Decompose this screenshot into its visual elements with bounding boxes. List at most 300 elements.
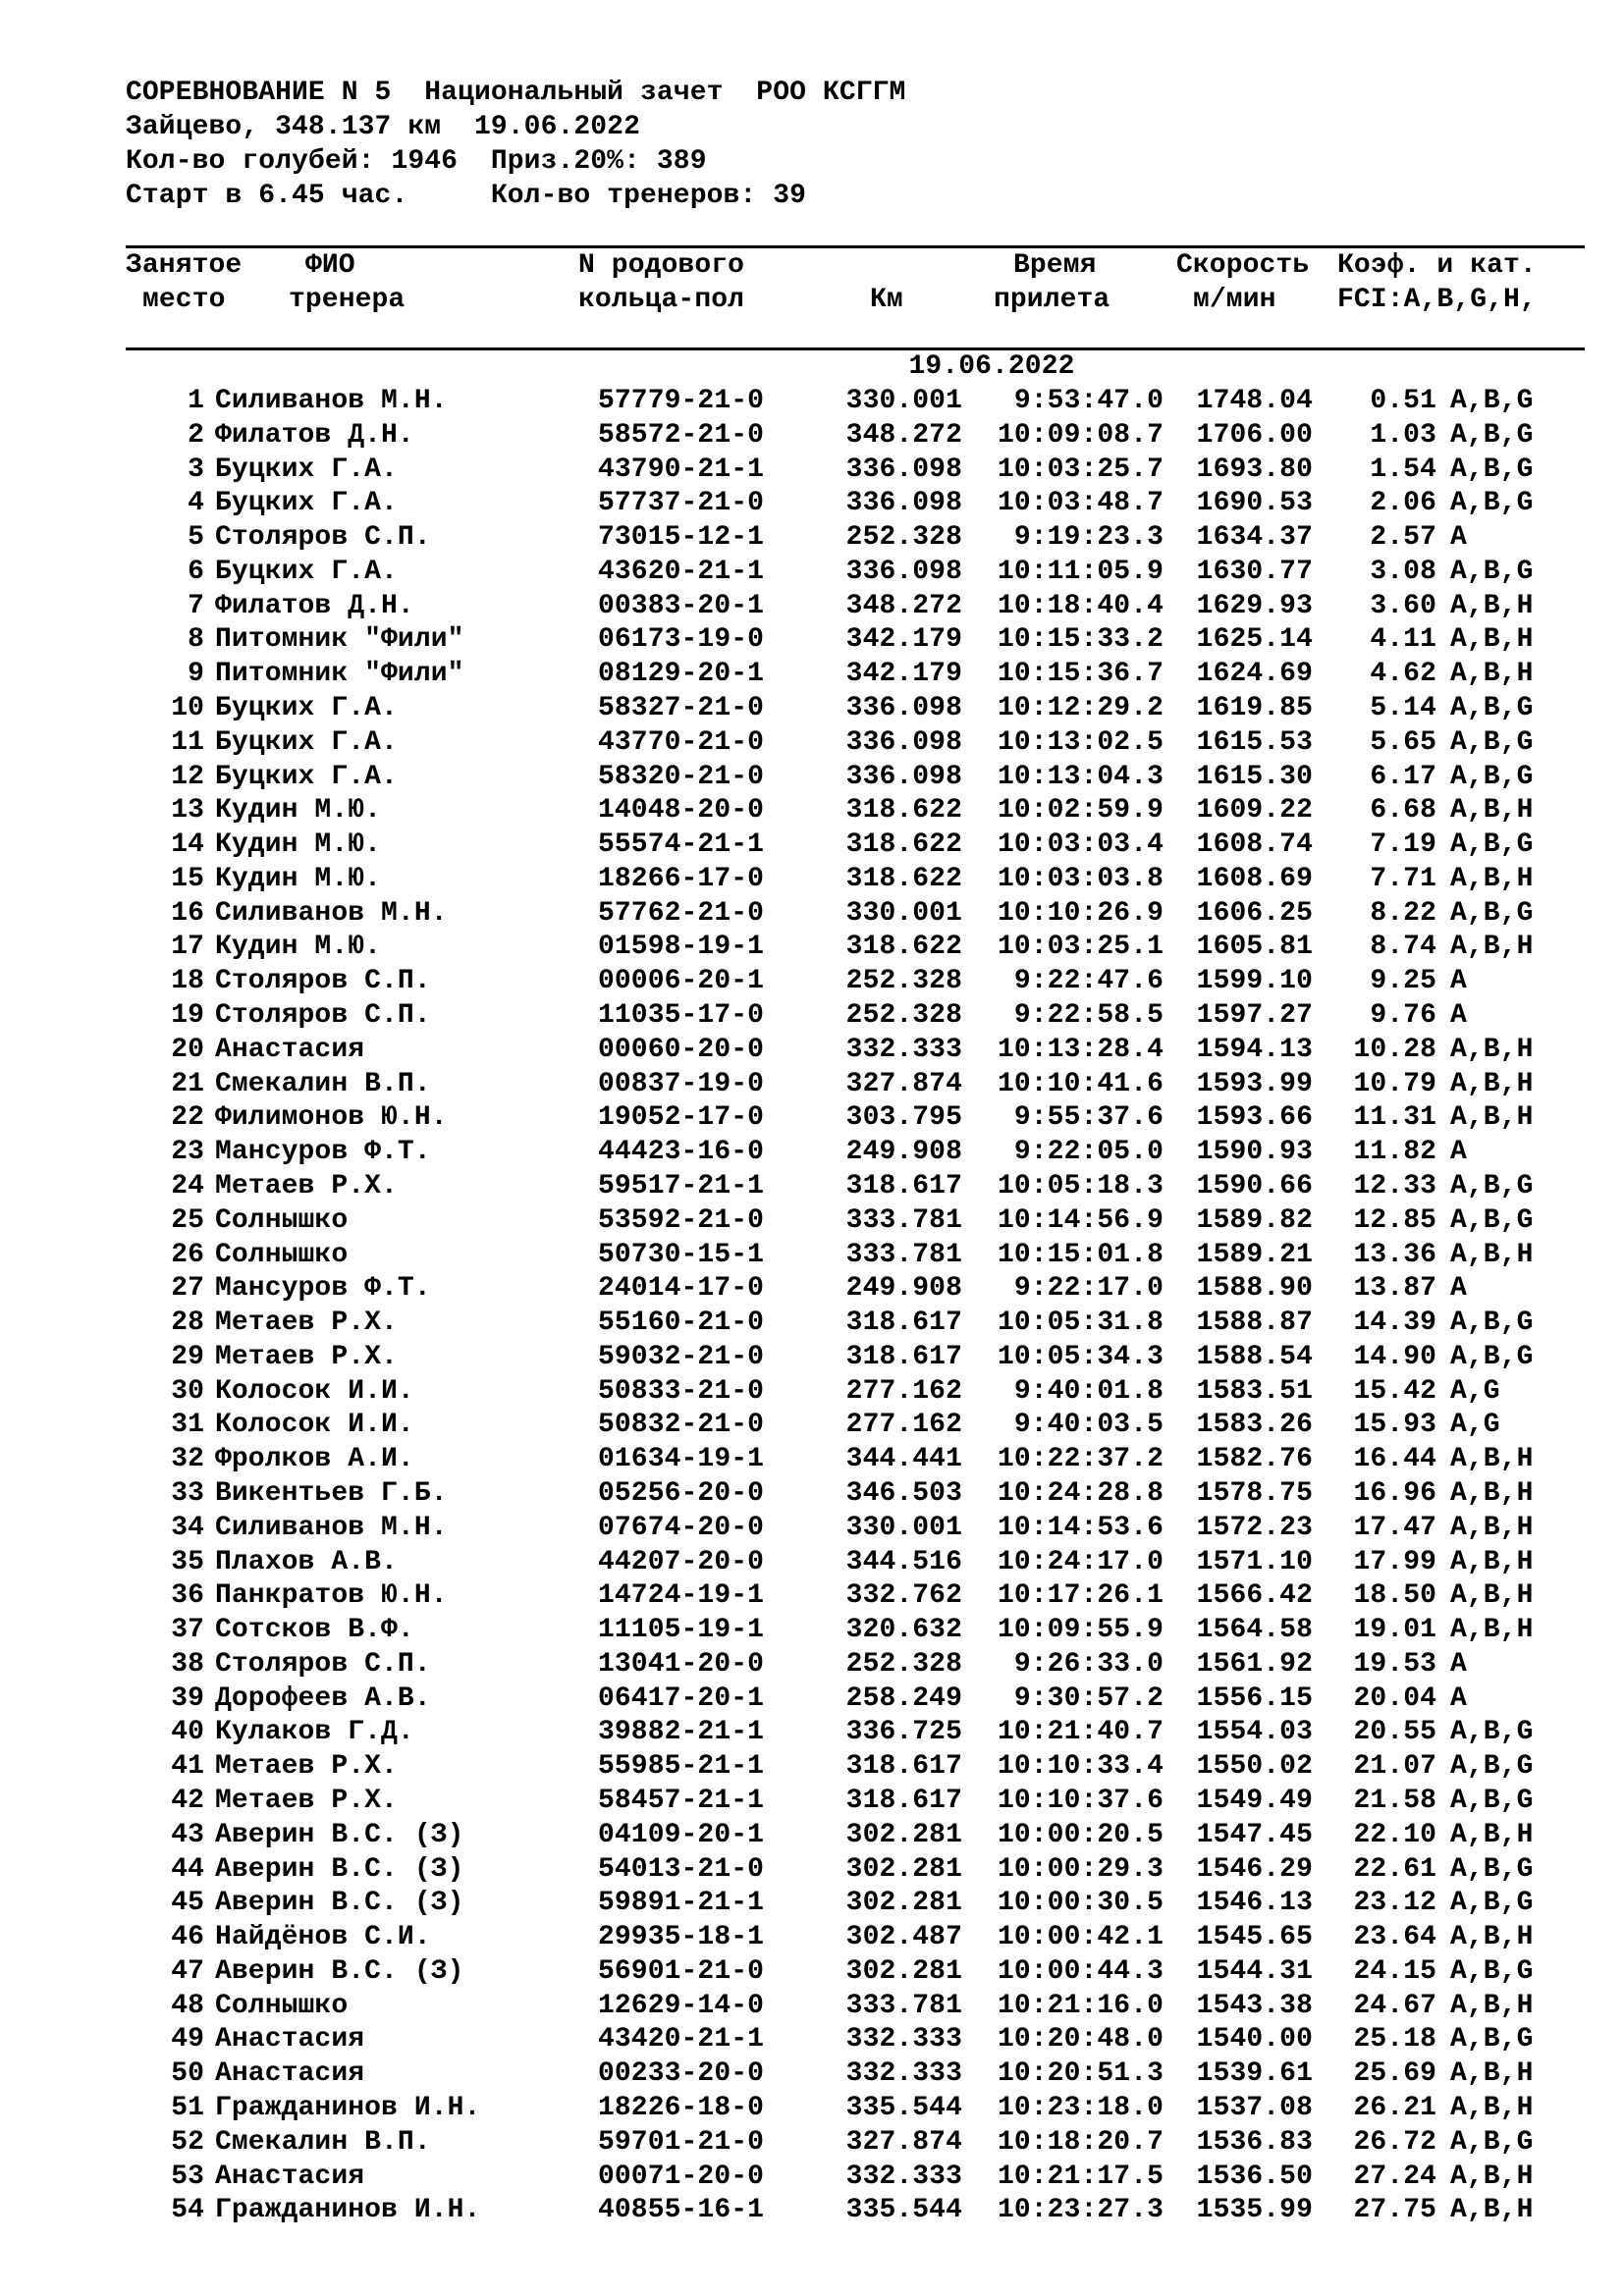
result-ring-number: 12629-14-0	[598, 1991, 765, 2021]
result-distance-km: 330.001	[845, 1513, 962, 1543]
result-coefficient: 13.87	[1353, 1273, 1436, 1304]
result-place: 8	[188, 624, 204, 655]
result-arrival-time: 9:22:05.0	[1013, 1137, 1164, 1167]
result-categories: A,B,H	[1450, 1069, 1534, 1099]
result-ring-number: 59032-21-0	[598, 1342, 765, 1372]
result-arrival-time: 10:21:16.0	[997, 1991, 1164, 2021]
result-distance-km: 342.179	[845, 624, 962, 655]
result-coefficient: 27.75	[1353, 2195, 1436, 2225]
result-distance-km: 336.098	[845, 727, 962, 758]
result-categories: A,B,G	[1450, 898, 1534, 929]
result-distance-km: 318.622	[845, 795, 962, 826]
result-place: 12	[171, 762, 204, 792]
result-speed: 1634.37	[1196, 522, 1313, 553]
result-categories: A,B,G	[1450, 1342, 1534, 1372]
result-arrival-time: 10:02:59.9	[997, 795, 1164, 826]
result-coefficient: 9.25	[1370, 966, 1436, 996]
result-trainer-name: Буцких Г.А.	[215, 762, 398, 792]
result-place: 37	[171, 1615, 204, 1645]
result-distance-km: 336.098	[845, 557, 962, 587]
result-coefficient: 23.12	[1353, 1888, 1436, 1918]
result-distance-km: 336.098	[845, 454, 962, 485]
result-coefficient: 20.55	[1353, 1717, 1436, 1747]
result-coefficient: 3.60	[1370, 591, 1436, 621]
result-place: 33	[171, 1478, 204, 1509]
result-distance-km: 302.281	[845, 1820, 962, 1850]
result-place: 6	[188, 557, 204, 587]
header-speed-2: м/мин	[1193, 285, 1276, 315]
result-speed: 1540.00	[1196, 2024, 1313, 2055]
header-ring-1: N родового	[578, 250, 745, 281]
result-categories: A,B,H	[1450, 1991, 1534, 2021]
result-coefficient: 7.19	[1370, 829, 1436, 860]
header-km-2: Км	[870, 285, 903, 315]
result-coefficient: 10.28	[1353, 1035, 1436, 1065]
result-distance-km: 249.908	[845, 1273, 962, 1304]
result-distance-km: 348.272	[845, 420, 962, 451]
result-ring-number: 56901-21-0	[598, 1956, 765, 1987]
result-ring-number: 58572-21-0	[598, 420, 765, 451]
result-speed: 1588.87	[1196, 1308, 1313, 1338]
result-place: 35	[171, 1547, 204, 1577]
result-place: 3	[188, 454, 204, 485]
result-arrival-time: 10:15:01.8	[997, 1240, 1164, 1270]
result-arrival-time: 10:10:37.6	[997, 1786, 1164, 1816]
result-coefficient: 15.42	[1353, 1376, 1436, 1407]
result-categories: A,B,H	[1450, 1820, 1534, 1850]
result-categories: A	[1450, 1137, 1467, 1167]
header-time-2: прилета	[994, 285, 1110, 315]
result-categories: A,B,H	[1450, 591, 1534, 621]
result-place: 17	[171, 932, 204, 962]
result-trainer-name: Буцких Г.А.	[215, 557, 398, 587]
result-categories: A,B,H	[1450, 2058, 1534, 2089]
result-categories: A,G	[1450, 1376, 1500, 1407]
result-coefficient: 21.07	[1353, 1751, 1436, 1782]
result-ring-number: 73015-12-1	[598, 522, 765, 553]
result-ring-number: 57762-21-0	[598, 898, 765, 929]
result-speed: 1606.25	[1196, 898, 1313, 929]
result-coefficient: 27.24	[1353, 2162, 1436, 2192]
result-ring-number: 00233-20-0	[598, 2058, 765, 2089]
result-ring-number: 06417-20-1	[598, 1683, 765, 1714]
result-coefficient: 12.85	[1353, 1205, 1436, 1236]
result-trainer-name: Филимонов Ю.Н.	[215, 1102, 448, 1133]
result-arrival-time: 9:40:03.5	[1013, 1410, 1164, 1440]
result-distance-km: 332.333	[845, 2024, 962, 2055]
header-name-2: тренера	[289, 285, 406, 315]
result-coefficient: 11.82	[1353, 1137, 1436, 1167]
result-speed: 1537.08	[1196, 2093, 1313, 2123]
result-categories: A,B,G	[1450, 1956, 1534, 1987]
result-place: 54	[171, 2195, 204, 2225]
result-speed: 1544.31	[1196, 1956, 1313, 1987]
result-place: 48	[171, 1991, 204, 2021]
result-trainer-name: Кудин М.Ю.	[215, 932, 382, 962]
result-place: 42	[171, 1786, 204, 1816]
result-coefficient: 16.96	[1353, 1478, 1436, 1509]
result-speed: 1582.76	[1196, 1444, 1313, 1474]
result-speed: 1619.85	[1196, 693, 1313, 723]
result-arrival-time: 10:10:41.6	[997, 1069, 1164, 1099]
result-ring-number: 39882-21-1	[598, 1717, 765, 1747]
result-place: 47	[171, 1956, 204, 1987]
result-place: 5	[188, 522, 204, 553]
result-distance-km: 318.617	[845, 1308, 962, 1338]
result-trainer-name: Аверин В.С. (З)	[215, 1854, 464, 1885]
result-coefficient: 21.58	[1353, 1786, 1436, 1816]
result-arrival-time: 10:00:30.5	[997, 1888, 1164, 1918]
result-place: 2	[188, 420, 204, 451]
result-distance-km: 318.622	[845, 829, 962, 860]
result-place: 24	[171, 1171, 204, 1201]
result-arrival-time: 9:40:01.8	[1013, 1376, 1164, 1407]
result-distance-km: 302.281	[845, 1854, 962, 1885]
result-trainer-name: Солнышко	[215, 1205, 349, 1236]
result-distance-km: 318.617	[845, 1342, 962, 1372]
result-place: 15	[171, 864, 204, 894]
result-arrival-time: 10:15:36.7	[997, 659, 1164, 689]
result-trainer-name: Колосок И.И.	[215, 1376, 414, 1407]
result-trainer-name: Буцких Г.А.	[215, 693, 398, 723]
result-distance-km: 252.328	[845, 1649, 962, 1680]
result-speed: 1593.99	[1196, 1069, 1313, 1099]
result-trainer-name: Смекалин В.П.	[215, 2127, 431, 2158]
result-ring-number: 06173-19-0	[598, 624, 765, 655]
result-distance-km: 332.762	[845, 1580, 962, 1611]
result-categories: A,B,H	[1450, 1240, 1534, 1270]
result-trainer-name: Гражданинов И.Н.	[215, 2195, 481, 2225]
result-arrival-time: 10:03:03.4	[997, 829, 1164, 860]
result-place: 27	[171, 1273, 204, 1304]
result-arrival-time: 10:17:26.1	[997, 1580, 1164, 1611]
result-trainer-name: Дорофеев А.В.	[215, 1683, 431, 1714]
result-speed: 1554.03	[1196, 1717, 1313, 1747]
result-distance-km: 318.617	[845, 1171, 962, 1201]
result-ring-number: 19052-17-0	[598, 1102, 765, 1133]
result-categories: A,B,G	[1450, 727, 1534, 758]
result-speed: 1630.77	[1196, 557, 1313, 587]
result-speed: 1550.02	[1196, 1751, 1313, 1782]
result-categories: A	[1450, 1273, 1467, 1304]
result-arrival-time: 10:21:17.5	[997, 2162, 1164, 2192]
result-speed: 1535.99	[1196, 2195, 1313, 2225]
result-categories: A,B,G	[1450, 557, 1534, 587]
result-arrival-time: 10:09:08.7	[997, 420, 1164, 451]
result-speed: 1693.80	[1196, 454, 1313, 485]
result-trainer-name: Смекалин В.П.	[215, 1069, 431, 1099]
result-trainer-name: Метаев Р.Х.	[215, 1751, 398, 1782]
result-categories: A,B,H	[1450, 2195, 1534, 2225]
result-coefficient: 6.17	[1370, 762, 1436, 792]
result-arrival-time: 10:00:20.5	[997, 1820, 1164, 1850]
result-speed: 1572.23	[1196, 1513, 1313, 1543]
result-ring-number: 57779-21-0	[598, 386, 765, 416]
result-ring-number: 53592-21-0	[598, 1205, 765, 1236]
result-place: 16	[171, 898, 204, 929]
result-ring-number: 55985-21-1	[598, 1751, 765, 1782]
result-place: 51	[171, 2093, 204, 2123]
result-coefficient: 18.50	[1353, 1580, 1436, 1611]
result-coefficient: 0.51	[1370, 386, 1436, 416]
result-coefficient: 20.04	[1353, 1683, 1436, 1714]
result-distance-km: 277.162	[845, 1410, 962, 1440]
result-categories: A,B,G	[1450, 1205, 1534, 1236]
result-speed: 1589.21	[1196, 1240, 1313, 1270]
result-categories: A,B,H	[1450, 795, 1534, 826]
result-place: 53	[171, 2162, 204, 2192]
result-categories: A	[1450, 1649, 1467, 1680]
result-trainer-name: Аверин В.С. (З)	[215, 1888, 464, 1918]
result-ring-number: 58327-21-0	[598, 693, 765, 723]
result-speed: 1556.15	[1196, 1683, 1313, 1714]
result-arrival-time: 10:10:33.4	[997, 1751, 1164, 1782]
result-ring-number: 55160-21-0	[598, 1308, 765, 1338]
result-categories: A,B,H	[1450, 2162, 1534, 2192]
result-categories: A	[1450, 1000, 1467, 1031]
result-arrival-time: 10:03:25.7	[997, 454, 1164, 485]
result-categories: A,B,H	[1450, 1580, 1534, 1611]
result-categories: A,B,H	[1450, 1035, 1534, 1065]
result-trainer-name: Солнышко	[215, 1240, 349, 1270]
result-trainer-name: Викентьев Г.Б.	[215, 1478, 448, 1509]
result-distance-km: 327.874	[845, 2127, 962, 2158]
result-distance-km: 336.725	[845, 1717, 962, 1747]
result-trainer-name: Столяров С.П.	[215, 1649, 431, 1680]
result-speed: 1583.51	[1196, 1376, 1313, 1407]
result-arrival-time: 10:03:25.1	[997, 932, 1164, 962]
result-coefficient: 22.61	[1353, 1854, 1436, 1885]
result-arrival-time: 10:24:17.0	[997, 1547, 1164, 1577]
result-speed: 1615.53	[1196, 727, 1313, 758]
result-arrival-time: 10:09:55.9	[997, 1615, 1164, 1645]
result-arrival-time: 10:13:02.5	[997, 727, 1164, 758]
result-ring-number: 05256-20-0	[598, 1478, 765, 1509]
result-coefficient: 5.65	[1370, 727, 1436, 758]
result-place: 26	[171, 1240, 204, 1270]
result-ring-number: 01598-19-1	[598, 932, 765, 962]
result-speed: 1624.69	[1196, 659, 1313, 689]
result-trainer-name: Питомник "Фили"	[215, 659, 464, 689]
result-place: 38	[171, 1649, 204, 1680]
result-arrival-time: 10:11:05.9	[997, 557, 1164, 587]
result-trainer-name: Найдёнов С.И.	[215, 1922, 431, 1952]
table-header-rule	[126, 347, 1585, 350]
pigeon-count-line: Кол-во голубей: 1946 Приз.20%: 389	[126, 146, 707, 177]
result-speed: 1590.93	[1196, 1137, 1313, 1167]
result-place: 41	[171, 1751, 204, 1782]
result-place: 36	[171, 1580, 204, 1611]
result-speed: 1615.30	[1196, 762, 1313, 792]
result-coefficient: 4.62	[1370, 659, 1436, 689]
result-arrival-time: 9:30:57.2	[1013, 1683, 1164, 1714]
result-coefficient: 9.76	[1370, 1000, 1436, 1031]
result-arrival-time: 10:21:40.7	[997, 1717, 1164, 1747]
result-distance-km: 258.249	[845, 1683, 962, 1714]
result-ring-number: 14724-19-1	[598, 1580, 765, 1611]
result-place: 9	[188, 659, 204, 689]
result-ring-number: 43620-21-1	[598, 557, 765, 587]
result-distance-km: 320.632	[845, 1615, 962, 1645]
result-arrival-time: 10:00:44.3	[997, 1956, 1164, 1987]
header-coef-2: FCI:A,B,G,H,	[1337, 285, 1537, 315]
result-distance-km: 332.333	[845, 1035, 962, 1065]
result-coefficient: 23.64	[1353, 1922, 1436, 1952]
result-trainer-name: Анастасия	[215, 2024, 365, 2055]
result-distance-km: 333.781	[845, 1991, 962, 2021]
result-arrival-time: 10:15:33.2	[997, 624, 1164, 655]
result-speed: 1547.45	[1196, 1820, 1313, 1850]
result-arrival-time: 9:22:58.5	[1013, 1000, 1164, 1031]
result-ring-number: 00006-20-1	[598, 966, 765, 996]
result-trainer-name: Кудин М.Ю.	[215, 864, 382, 894]
result-arrival-time: 9:26:33.0	[1013, 1649, 1164, 1680]
result-speed: 1546.29	[1196, 1854, 1313, 1885]
result-categories: A,B,G	[1450, 2024, 1534, 2055]
result-categories: A,B,G	[1450, 2127, 1534, 2158]
result-categories: A,B,H	[1450, 1513, 1534, 1543]
result-distance-km: 318.617	[845, 1751, 962, 1782]
result-ring-number: 14048-20-0	[598, 795, 765, 826]
result-coefficient: 14.90	[1353, 1342, 1436, 1372]
result-place: 11	[171, 727, 204, 758]
result-arrival-time: 10:20:51.3	[997, 2058, 1164, 2089]
result-ring-number: 07674-20-0	[598, 1513, 765, 1543]
result-arrival-time: 10:24:28.8	[997, 1478, 1164, 1509]
result-trainer-name: Панкратов Ю.Н.	[215, 1580, 448, 1611]
result-categories: A,B,G	[1450, 1751, 1534, 1782]
header-time-1: Время	[1013, 250, 1097, 281]
result-ring-number: 50730-15-1	[598, 1240, 765, 1270]
result-arrival-time: 10:13:28.4	[997, 1035, 1164, 1065]
result-arrival-time: 9:19:23.3	[1013, 522, 1164, 553]
result-ring-number: 57737-21-0	[598, 488, 765, 518]
result-trainer-name: Мансуров Ф.Т.	[215, 1273, 431, 1304]
result-speed: 1588.90	[1196, 1273, 1313, 1304]
result-speed: 1566.42	[1196, 1580, 1313, 1611]
result-trainer-name: Аверин В.С. (З)	[215, 1820, 464, 1850]
result-coefficient: 1.03	[1370, 420, 1436, 451]
result-coefficient: 15.93	[1353, 1410, 1436, 1440]
result-trainer-name: Метаев Р.Х.	[215, 1171, 398, 1201]
result-ring-number: 08129-20-1	[598, 659, 765, 689]
result-categories: A,B,G	[1450, 1888, 1534, 1918]
result-place: 49	[171, 2024, 204, 2055]
result-place: 46	[171, 1922, 204, 1952]
result-trainer-name: Солнышко	[215, 1991, 349, 2021]
result-distance-km: 252.328	[845, 966, 962, 996]
result-ring-number: 43420-21-1	[598, 2024, 765, 2055]
result-distance-km: 252.328	[845, 522, 962, 553]
result-place: 22	[171, 1102, 204, 1133]
header-name-1: ФИО	[305, 250, 355, 281]
result-ring-number: 43770-21-0	[598, 727, 765, 758]
result-speed: 1599.10	[1196, 966, 1313, 996]
result-arrival-time: 10:23:18.0	[997, 2093, 1164, 2123]
result-distance-km: 332.333	[845, 2162, 962, 2192]
result-coefficient: 16.44	[1353, 1444, 1436, 1474]
result-speed: 1608.74	[1196, 829, 1313, 860]
result-distance-km: 318.622	[845, 932, 962, 962]
result-arrival-time: 10:13:04.3	[997, 762, 1164, 792]
result-arrival-time: 10:03:48.7	[997, 488, 1164, 518]
result-distance-km: 332.333	[845, 2058, 962, 2089]
result-trainer-name: Мансуров Ф.Т.	[215, 1137, 431, 1167]
result-categories: A,B,H	[1450, 932, 1534, 962]
result-speed: 1543.38	[1196, 1991, 1313, 2021]
result-place: 30	[171, 1376, 204, 1407]
result-trainer-name: Гражданинов И.Н.	[215, 2093, 481, 2123]
result-trainer-name: Филатов Д.Н.	[215, 591, 414, 621]
result-coefficient: 19.01	[1353, 1615, 1436, 1645]
result-trainer-name: Колосок И.И.	[215, 1410, 414, 1440]
result-trainer-name: Аверин В.С. (З)	[215, 1956, 464, 1987]
result-speed: 1561.92	[1196, 1649, 1313, 1680]
result-place: 31	[171, 1410, 204, 1440]
result-speed: 1564.58	[1196, 1615, 1313, 1645]
result-coefficient: 19.53	[1353, 1649, 1436, 1680]
result-speed: 1578.75	[1196, 1478, 1313, 1509]
result-distance-km: 303.795	[845, 1102, 962, 1133]
result-coefficient: 14.39	[1353, 1308, 1436, 1338]
result-categories: A,B,H	[1450, 1444, 1534, 1474]
result-categories: A,B,H	[1450, 1615, 1534, 1645]
result-trainer-name: Силиванов М.Н.	[215, 386, 448, 416]
result-distance-km: 318.617	[845, 1786, 962, 1816]
result-categories: A,B,H	[1450, 624, 1534, 655]
result-trainer-name: Фролков А.И.	[215, 1444, 414, 1474]
result-categories: A,B,H	[1450, 659, 1534, 689]
result-speed: 1593.66	[1196, 1102, 1313, 1133]
header-place-1: Занятое	[126, 250, 243, 281]
header-speed-1: Скорость	[1176, 250, 1310, 281]
result-speed: 1748.04	[1196, 386, 1313, 416]
result-categories: A,B,H	[1450, 1547, 1534, 1577]
result-trainer-name: Силиванов М.Н.	[215, 898, 448, 929]
result-coefficient: 12.33	[1353, 1171, 1436, 1201]
start-time-line: Старт в 6.45 час. Кол-во тренеров: 39	[126, 181, 807, 211]
result-ring-number: 11035-17-0	[598, 1000, 765, 1031]
result-speed: 1536.50	[1196, 2162, 1313, 2192]
result-coefficient: 17.99	[1353, 1547, 1436, 1577]
result-categories: A,B,H	[1450, 864, 1534, 894]
result-coefficient: 11.31	[1353, 1102, 1436, 1133]
result-trainer-name: Анастасия	[215, 1035, 365, 1065]
result-trainer-name: Столяров С.П.	[215, 522, 431, 553]
result-speed: 1609.22	[1196, 795, 1313, 826]
result-coefficient: 25.69	[1353, 2058, 1436, 2089]
header-coef-1: Коэф. и кат.	[1337, 250, 1537, 281]
result-speed: 1706.00	[1196, 420, 1313, 451]
result-trainer-name: Метаев Р.Х.	[215, 1786, 398, 1816]
result-coefficient: 24.67	[1353, 1991, 1436, 2021]
result-distance-km: 344.516	[845, 1547, 962, 1577]
result-coefficient: 26.21	[1353, 2093, 1436, 2123]
result-trainer-name: Кудин М.Ю.	[215, 795, 382, 826]
result-trainer-name: Силиванов М.Н.	[215, 1513, 448, 1543]
result-categories: A,G	[1450, 1410, 1500, 1440]
result-place: 34	[171, 1513, 204, 1543]
result-trainer-name: Метаев Р.Х.	[215, 1308, 398, 1338]
result-categories: A,B,G	[1450, 1717, 1534, 1747]
result-speed: 1608.69	[1196, 864, 1313, 894]
result-arrival-time: 9:22:47.6	[1013, 966, 1164, 996]
result-coefficient: 4.11	[1370, 624, 1436, 655]
result-categories: A,B,H	[1450, 1922, 1534, 1952]
result-categories: A	[1450, 522, 1467, 553]
date-separator: 19.06.2022	[908, 351, 1075, 382]
result-distance-km: 346.503	[845, 1478, 962, 1509]
